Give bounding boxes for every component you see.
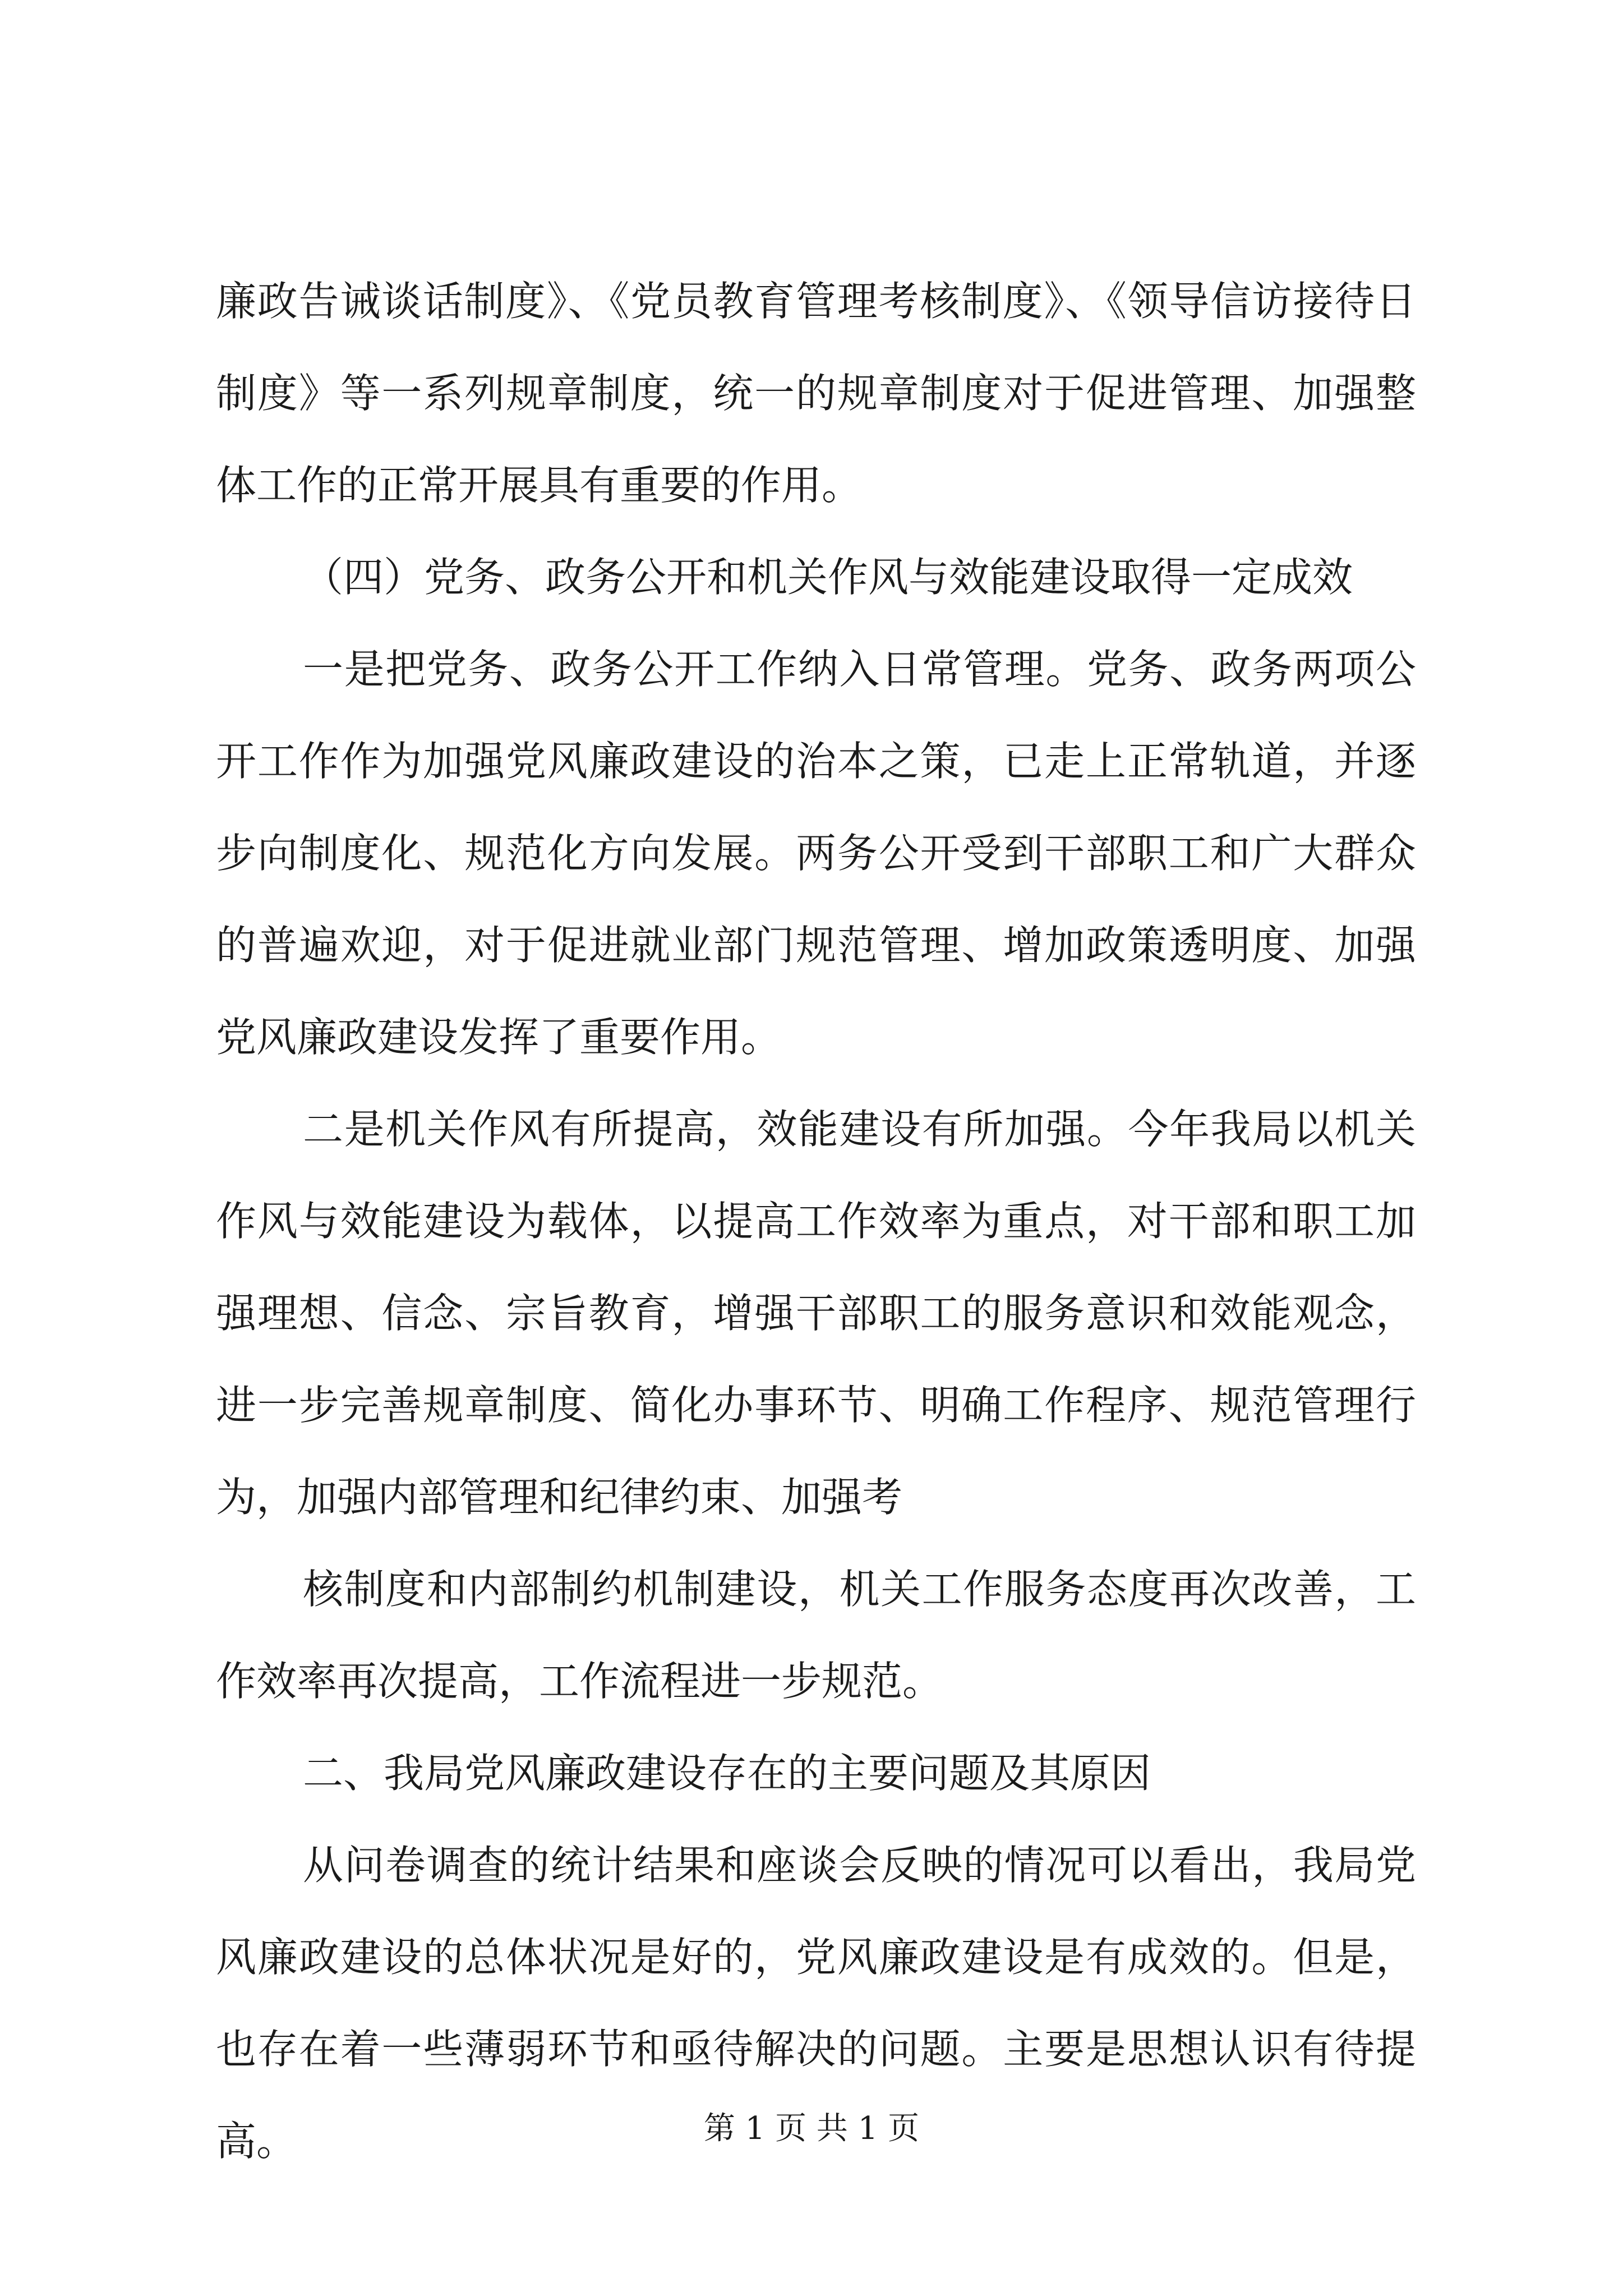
section-heading: （四）党务、政务公开和机关作风与效能建设取得一定成效 [303, 554, 1353, 601]
paragraph: 一是把党务、政务公开工作纳入日常管理。党务、政务两项公开工作作为加强党风廉政建设的治本之策，已走上正常轨道，并逐步向制度化、规范化方向发展。两务公开受到干部职工和广大群众的普遍欢迎，对于促进就业部门规范管理、增加政策透明度、加强党风廉政建设发挥了重要作用。 [216, 646, 1416, 1061]
section-heading: 二、我局党风廉政建设存在的主要问题及其原因 [303, 1750, 1151, 1797]
document-body [216, 255, 1416, 2187]
page-footer: 第 1 页 共 1 页 [703, 2110, 920, 2147]
paragraph: 核制度和内部制约机制建设，机关工作服务态度再次改善，工作效率再次提高，工作流程进一步规范。 [216, 1566, 1416, 1705]
paragraph: 廉政告诫谈话制度》、《党员教育管理考核制度》、《领导信访接待日制度》等一系列规章制度，统一的规章制度对于促进管理、加强整体工作的正常开展具有重要的作用。 [216, 278, 1416, 509]
paragraph: 二是机关作风有所提高，效能建设有所加强。今年我局以机关作风与效能建设为载体，以提高工作效率为重点，对干部和职工加强理想、信念、宗旨教育，增强干部职工的服务意识和效能观念，进一步完善规章制度、简化办事环节、明确工作程序、规范管理行为，加强内部管理和纪律约束、加强考 [216, 1106, 1416, 1521]
paragraph: 从问卷调查的统计结果和座谈会反映的情况可以看出，我局党风廉政建设的总体状况是好的，党风廉政建设是有成效的。但是，也存在着一些薄弱环节和亟待解决的问题。主要是思想认识有待提高。 [216, 1842, 1416, 2165]
